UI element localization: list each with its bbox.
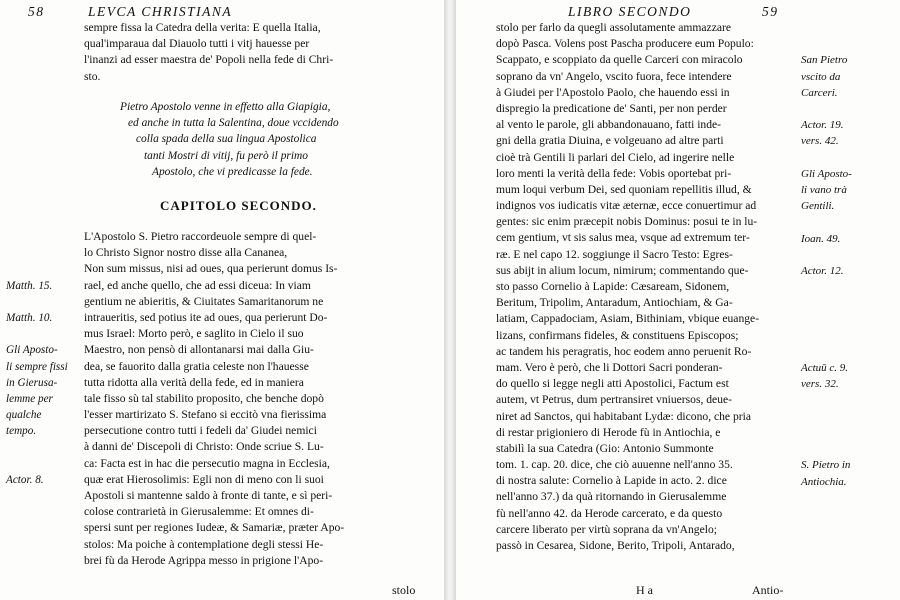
chapter-heading: CAPITOLO SECONDO. <box>160 198 317 213</box>
text-line: loro menti la verità della fede: Vobis oportebat pri- <box>496 166 732 180</box>
text-line: ac tandem his peragratis, hoc eodem anno peruenit Ro- <box>496 344 752 358</box>
text-line: mum loqui verbum Dei, sed quoniam repellitis illud, & <box>496 182 752 196</box>
margin-note: Matth. 15. <box>6 279 53 292</box>
text-line: Maestro, non pensò di allontanarsi mai dalla Giu- <box>84 343 314 357</box>
text-line: gentium ne abieritis, & Ciuitates Samaritanorum ne <box>84 294 324 308</box>
margin-note: Gli Aposto- <box>6 344 58 357</box>
left-catchword: stolo <box>392 583 416 597</box>
text-line: di nostra salute: Cornelio à Lapide in acto. 2. dice <box>496 474 727 488</box>
text-line: rael, ed anche quello, che ad essi diceua: In viam <box>84 278 311 292</box>
text-line: fù nell'anno 42. da Herode carcerato, e da questo <box>496 506 723 520</box>
text-line: niret ad Sanctos, qui habitabant Lydæ: dicono, che pria <box>496 409 751 423</box>
text-line: Apostoli si mantenne saldo à fronte di tante, e sì peri- <box>84 489 333 502</box>
text-line: tom. 1. cap. 20. dice, che ciò auuenne nell'anno 35. <box>496 458 733 472</box>
right-running-title: LIBRO SECONDO <box>568 4 692 19</box>
text-line: qual'imparaua dal Diauolo tutti i vitj hauesse per <box>84 37 310 51</box>
margin-note: li sempre fissi <box>6 360 68 373</box>
margin-note: Carceri. <box>801 86 838 99</box>
text-line: autem, vt Petrus, dum pertransiret vniuersos, deue- <box>496 393 733 407</box>
text-line: soprano da vn' Angelo, vscito fuora, fece intendere <box>496 69 732 83</box>
margin-note: Matth. 10. <box>6 312 53 324</box>
text-line: mus Israel: Morto però, e saglito in Cielo il suo <box>84 327 304 341</box>
margin-note: li vano trà <box>801 184 847 196</box>
italic-line: Pietro Apostolo venne in effetto alla Giapigia, <box>120 101 331 113</box>
text-line: al vento le parole, gli abbandonauano, fatti inde- <box>496 118 722 132</box>
text-line: tutta ridotta alla verità della fede, ed in maniera <box>84 375 304 389</box>
text-line: cioè trà Gentili li parlari del Cielo, ad ingerire nelle <box>496 150 735 164</box>
signature-mark: H a <box>636 583 653 597</box>
text-line: lo Christo Signor nostro disse alla Cananea, <box>84 246 288 260</box>
text-line: dopò Pasca. Volens post Pascha producere eum Populo: <box>496 37 754 51</box>
margin-note: Antiochia. <box>801 475 847 488</box>
text-line: latiam, Cappadociam, Asiam, Bithiniam, vbique euange- <box>496 312 760 326</box>
margin-note: Gli Aposto- <box>801 167 852 180</box>
text-line: indignos vos iudicatis vitæ æternæ, ecce conuertimur ad <box>496 199 757 213</box>
text-line: quæ erat Hierosolimis: Egli non di meno con li suoi <box>84 472 324 486</box>
margin-note: Actor. 12. <box>801 265 844 277</box>
text-line: Non sum missus, nisi ad oues, qua perierunt domus Is- <box>84 262 338 276</box>
text-line: gentes: sic enim præcepit nobis Dominus: posui te in lu- <box>496 215 758 229</box>
left-running-title: LEVCA CHRISTIANA <box>88 4 233 19</box>
text-line: gni della gratia Diuina, e volgeuano ad altre parti <box>496 134 724 148</box>
text-line: di restar prigioniero di Herode fù in Antiochia, e <box>496 425 721 439</box>
text-line: l'esser martirizato S. Stefano si eccitò vna fierissima <box>84 408 327 422</box>
text-line: dispregio la predicatione de' Santi, per non perder <box>496 101 727 115</box>
text-line: stolos: Ma poiche à contemplatione degli stessi He- <box>84 537 324 551</box>
text-line: mam. Vero è però, che li Dottori Sacri ponderan- <box>496 360 723 374</box>
right-page-number: 59 <box>762 4 779 19</box>
text-line: lizans, confirmans fideles, & constituens Episcopos; <box>496 328 739 342</box>
text-line: l'inanzi ad esser maestra de' Popoli nella fede di Chri- <box>84 53 334 67</box>
margin-note: tempo. <box>6 425 37 438</box>
right-body-text <box>496 20 796 554</box>
margin-note: Actor. 8. <box>6 474 44 486</box>
text-line: ræ. E nel capo 12. soggiunge il Sacro Testo: Egres- <box>496 247 733 261</box>
text-line: sempre fissa la Catedra della verita: E quella Italia, <box>84 21 321 34</box>
text-line: à Giudei per l'Apostolo Paolo, che hauendo essi in <box>496 85 730 99</box>
margin-note: Actuū c. 9. <box>801 362 849 375</box>
text-line: passò in Cesarea, Sidone, Berito, Tripoli, Antarado, <box>496 539 735 552</box>
text-line: colose contrarietà in Gierusalemme: Et omnes di- <box>84 505 314 519</box>
right-catchword: Antio- <box>752 583 784 597</box>
text-line: spersi sunt per regiones Iudeæ, & Samariæ, præter Apo- <box>84 521 345 535</box>
text-line: Beritum, Tripolim, Antaradum, Antiochiam, & Ga- <box>496 296 733 310</box>
left-italic-paragraph <box>120 99 420 180</box>
margin-note: S. Pietro in <box>801 459 851 472</box>
text-line: dea, se fauorito dalla gratia celeste non l'hauesse <box>84 359 309 373</box>
text-line: nell'anno 37.) da quà ritornando in Gierusalemme <box>496 490 727 504</box>
book-gutter <box>444 0 456 600</box>
margin-note: qualche <box>6 409 42 422</box>
text-line: à danni de' Discepoli di Christo: Onde scriue S. Lu- <box>84 440 324 454</box>
right-page <box>456 0 900 600</box>
text-line: ca: Facta est in hac die persecutio magna in Ecclesia, <box>84 456 330 470</box>
italic-line: colla spada della sua lingua Apostolica <box>136 133 317 146</box>
margin-note: vscito da <box>801 70 841 83</box>
text-line: sto passo Cornelio à Lapide: Cæsaream, Sidonem, <box>496 280 730 293</box>
italic-line: Apostolo, che vi predicasse la fede. <box>152 165 313 178</box>
margin-note: vers. 32. <box>801 378 839 391</box>
margin-note: San Pietro <box>801 54 848 67</box>
text-line: stolo per farlo da quegli assolutamente ammazzare <box>496 21 731 34</box>
text-line: intraueritis, sed potius ite ad oues, qua perierunt Do- <box>84 310 328 324</box>
left-body-text <box>84 229 429 569</box>
text-line: Scappato, e scoppiato da quelle Carceri con miracolo <box>496 53 743 67</box>
text-line: cem gentium, vt sis salus mea, vsque ad extremum ter- <box>496 231 750 245</box>
left-top-text <box>84 20 429 85</box>
text-line: tale fisso sù tal stabilito proposito, che benche dopò <box>84 391 324 405</box>
text-line: carcere liberato per virtù soprana da vn'Angelo; <box>496 522 717 536</box>
margin-note: Gentili. <box>801 200 835 213</box>
text-line: sto. <box>84 69 101 83</box>
text-line: persecutione contro tutti i fedeli da' Giudei nemici <box>84 424 317 438</box>
text-line: stabilì la sua Catedra (Gio: Antonio Summonte <box>496 441 714 455</box>
text-line: sus abijt in alium locum, nimirum; commentando que- <box>496 263 749 277</box>
left-page <box>0 0 444 600</box>
margin-note: Actor. 19. <box>801 119 844 132</box>
italic-line: tanti Mostri di vitij, fu però il primo <box>144 149 308 162</box>
text-line: do quello si legge negli atti Apostolici, Factum est <box>496 377 729 391</box>
italic-line: ed anche in tutta la Salentina, doue vccidendo <box>128 117 339 130</box>
margin-note: in Gierusa- <box>6 376 58 389</box>
margin-note: lemme per <box>6 393 53 405</box>
margin-note: Ioan. 49. <box>801 232 841 245</box>
text-line: brei fù da Herode Agrippa messo in prigione l'Apo- <box>84 553 324 567</box>
text-line: L'Apostolo S. Pietro raccordeuole sempre di quel- <box>84 230 317 243</box>
left-page-number: 58 <box>28 4 45 19</box>
margin-note: vers. 42. <box>801 135 839 148</box>
